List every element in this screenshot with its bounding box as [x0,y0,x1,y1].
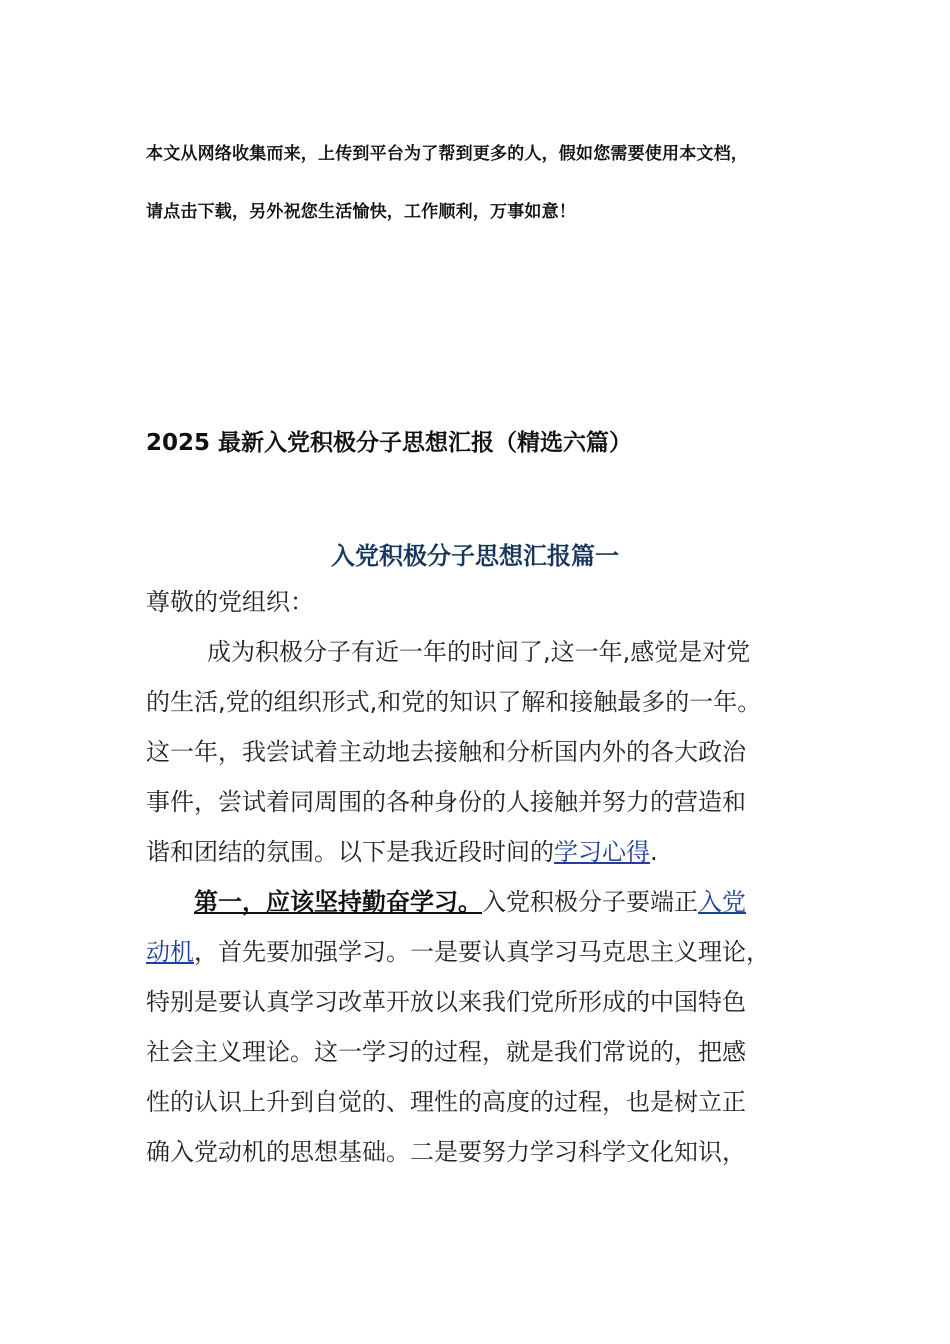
document-title: 2025 最新入党积极分子思想汇报（精选六篇） [146,430,633,456]
section-title: 入党积极分子思想汇报篇一 [331,542,619,570]
study-notes-link[interactable]: 学习心得 [554,838,650,866]
download-notice-line-1: 本文从网络收集而来，上传到平台为了帮到更多的人，假如您需要使用本文档， [146,144,748,164]
paragraph-1-line-5-text: 谐和团结的氛围。以下是我近段时间的 [146,838,554,866]
paragraph-1-line-1: 成为积极分子有近一年的时间了,这一年,感觉是对党 [207,638,751,666]
paragraph-2-line-2-text: ，首先要加强学习。一是要认真学习马克思主义理论， [194,938,770,966]
paragraph-1-line-4: 事件，尝试着同周围的各种身份的人接触并努力的营造和 [146,788,746,816]
party-motive-link-part-2[interactable]: 动机 [146,938,194,966]
paragraph-2-line-3: 特别是要认真学习改革开放以来我们党所形成的中国特色 [146,988,746,1016]
paragraph-2-line-1 [194,886,746,918]
paragraph-2-line-4: 社会主义理论。这一学习的过程，就是我们常说的，把感 [146,1038,746,1066]
paragraph-1-line-5-end: . [650,838,658,866]
salutation: 尊敬的党组织： [146,588,314,616]
paragraph-2-line-1-text: 入党积极分子要端正 [482,888,698,916]
paragraph-2-line-6: 确入党动机的思想基础。二是要努力学习科学文化知识， [146,1138,746,1166]
paragraph-1-line-2: 的生活,党的组织形式,和党的知识了解和接触最多的一年。 [146,688,762,716]
paragraph-1-line-5 [146,836,658,868]
paragraph-2-line-5: 性的认识上升到自觉的、理性的高度的过程，也是树立正 [146,1088,746,1116]
download-notice-line-2: 请点击下载，另外祝您生活愉快，工作顺利，万事如意！ [146,202,576,222]
paragraph-2-line-2 [146,936,770,968]
paragraph-1-line-3: 这一年，我尝试着主动地去接触和分析国内外的各大政治 [146,738,746,766]
party-motive-link-part-1[interactable]: 入党 [698,888,746,916]
paragraph-2-heading: 第一，应该坚持勤奋学习。 [194,888,482,916]
